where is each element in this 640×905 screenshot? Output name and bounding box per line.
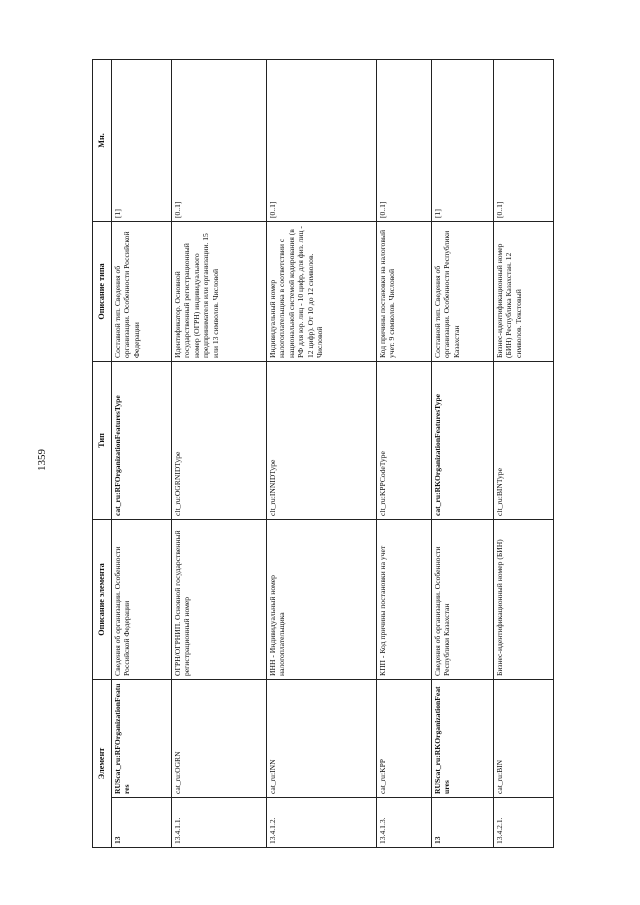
- row-element: cat_ru:INN: [267, 680, 377, 798]
- row-mult: [0..1]: [494, 60, 554, 222]
- header-type: Тип: [93, 362, 112, 520]
- row-element-desc: Сведения об организации. Особенности Республики Казахстан: [432, 520, 494, 680]
- row-type: clt_ru:BINType: [494, 362, 554, 520]
- row-element-desc: Бизнес-идентификационный номер (БИН): [494, 520, 554, 680]
- row-mult: [0..1]: [377, 60, 432, 222]
- row-number: 13: [432, 798, 494, 848]
- table-row: [494, 60, 554, 848]
- row-type: cat_ru:RFOrganizationFeaturesType: [112, 362, 172, 520]
- row-mult: [0..1]: [267, 60, 377, 222]
- row-type: clt_ru:KPPCodeType: [377, 362, 432, 520]
- row-type-desc: Составной тип. Сведения об организации. Особенности Российской Федерации: [112, 222, 172, 362]
- row-mult: [1]: [432, 60, 494, 222]
- row-element: cat_ru:KPP: [377, 680, 432, 798]
- row-type-desc: Код причины постановки на налоговый учет. 9 символов. Числовой: [377, 222, 432, 362]
- row-type-desc: Идентификатор. Основной государственный регистрационный номер (ОГРН) индивидуального предпринимателя или организации. 15 или 13 символов. Числовой: [172, 222, 267, 362]
- row-number: 13.4.1.3.: [377, 798, 432, 848]
- row-mult: [1]: [112, 60, 172, 222]
- row-element: RUScat_ru:RFOrganizationFeatures: [112, 680, 172, 798]
- table-row: [172, 60, 267, 848]
- spec-table-rotated: [92, 60, 544, 848]
- page-number: 1359: [36, 449, 48, 471]
- row-type: clt_ru:OGRNIDType: [172, 362, 267, 520]
- row-type-desc: Бизнес-идентификационный номер (БИН) Республика Казахстан. 12 символов. Текстовый: [494, 222, 554, 362]
- row-type-desc: Составной тип. Сведения об организации. Особенности Республики Казахстан: [432, 222, 494, 362]
- row-element-desc: ИНН - Индивидуальный номер налогоплательщика: [267, 520, 377, 680]
- row-type: cat_ru:RKOrganizationFeaturesType: [432, 362, 494, 520]
- table-header-row: [93, 60, 112, 848]
- header-element-desc: Описание элемента: [93, 520, 112, 680]
- row-element: cat_ru:OGRN: [172, 680, 267, 798]
- row-element-desc: ОГРН/ОГРНИП. Основной государственный регистрационный номер: [172, 520, 267, 680]
- row-number: 13.4.1.2.: [267, 798, 377, 848]
- row-element-desc: КПП - Код причины постановки на учет: [377, 520, 432, 680]
- table-row: [112, 60, 172, 848]
- table-row: [432, 60, 494, 848]
- row-number: 13.4.1.1.: [172, 798, 267, 848]
- row-element: RUScat_ru:RKOrganizationFeatures: [432, 680, 494, 798]
- row-number: 13.4.2.1.: [494, 798, 554, 848]
- header-type-desc: Описание типа: [93, 222, 112, 362]
- table-row: [267, 60, 377, 848]
- header-element: Элемент: [93, 680, 112, 848]
- row-type: clt_ru:INNIDType: [267, 362, 377, 520]
- table-row: [377, 60, 432, 848]
- row-type-desc: Индивидуальный номер налогоплательщика в соответствии с национальной системой кодирования (в РФ для юр. лиц - 10 цифр, для физ. лиц - 12 цифр). От 10 до 12 символов. Числовой: [267, 222, 377, 362]
- row-element-desc: Сведения об организации. Особенности Российской Федерации: [112, 520, 172, 680]
- row-number: 13: [112, 798, 172, 848]
- header-mult: Мн.: [93, 60, 112, 222]
- spec-table: [92, 59, 554, 848]
- row-element: cat_ru:BIN: [494, 680, 554, 798]
- row-mult: [0..1]: [172, 60, 267, 222]
